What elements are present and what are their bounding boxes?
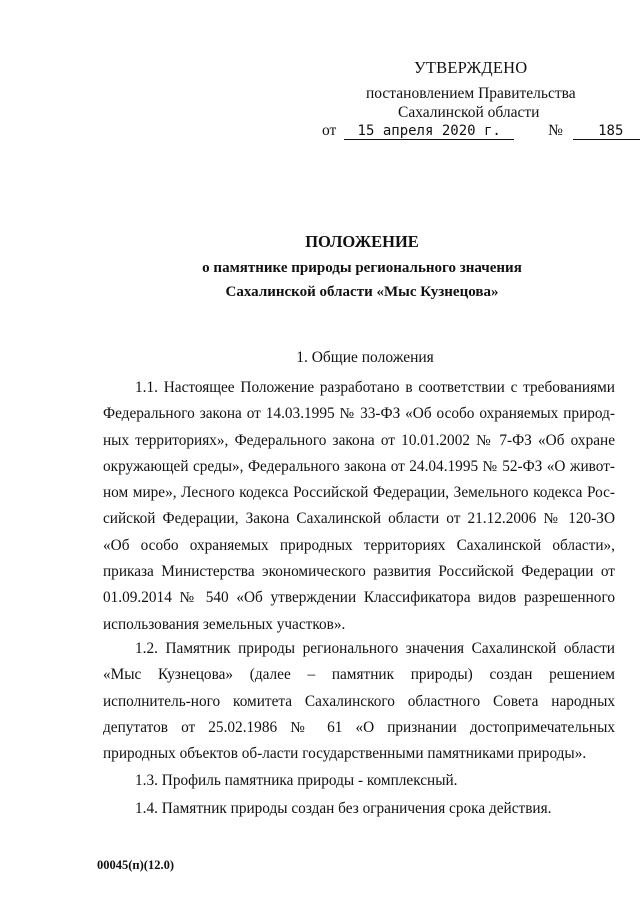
approval-date: 15 апреля 2020 г.	[344, 124, 514, 140]
paragraph-1-2	[103, 636, 615, 767]
document-subtitle-line2: Сахалинской области «Мыс Кузнецова»	[225, 284, 499, 300]
footer-document-code: 00045(п)(12.0)	[97, 858, 174, 872]
approval-title: УТВЕРЖДЕНО	[414, 58, 528, 77]
approval-date-row	[322, 122, 640, 140]
paragraph-1-3	[103, 768, 615, 794]
approval-number: 185	[573, 124, 640, 140]
paragraph-text: 1.1. Настоящее Положение разработано в соответствии с требованиями Федерального закона от 14.03.1995 № 33-ФЗ «Об особо охраняемых природ-ных территориях», Федерального закона от 10.01.2002 № 7-ФЗ «Об охране окружающей среды», Федерального закона от 24.04.1995 № 52-ФЗ «О живот-ном мире», Лесного кодекса Российской Федерации, Земельного кодекса Рос-сийской Федерации, Закона Сахалинской области от 21.12.2006 № 120-ЗО «Об особо охраняемых природных территориях Сахалинской области», приказа Министерства экономического развития Российской Федерации от 01.09.2014 № 540 «Об утверждении Классификатора видов разрешенного использования земельных участков».	[103, 379, 615, 633]
paragraph-1-1	[103, 375, 615, 638]
section-title: 1. Общие положения	[296, 349, 434, 366]
paragraph-1-4	[103, 796, 615, 822]
paragraph-text: 1.2. Памятник природы регионального значения Сахалинской области «Мыс Кузнецова» (далее – памятник природы) создан решением исполнитель-ного комитета Сахалинского областного Совета народных депутатов от 25.02.1986 № 61 «О признании достопримечательных природных объектов об-ласти государственными памятниками природы».	[103, 640, 615, 763]
paragraph-text: 1.3. Профиль памятника природы - комплексный.	[135, 772, 458, 789]
from-label: от	[322, 122, 337, 139]
number-sign: №	[548, 122, 563, 139]
document-subtitle-line1: о памятнике природы регионального значения	[202, 260, 522, 276]
approval-region-line: Сахалинской области	[398, 104, 540, 121]
approval-issuer-line: постановлением Правительства	[366, 85, 576, 102]
document-title: ПОЛОЖЕНИЕ	[305, 232, 419, 251]
paragraph-text: 1.4. Памятник природы создан без ограничения срока действия.	[135, 800, 552, 817]
